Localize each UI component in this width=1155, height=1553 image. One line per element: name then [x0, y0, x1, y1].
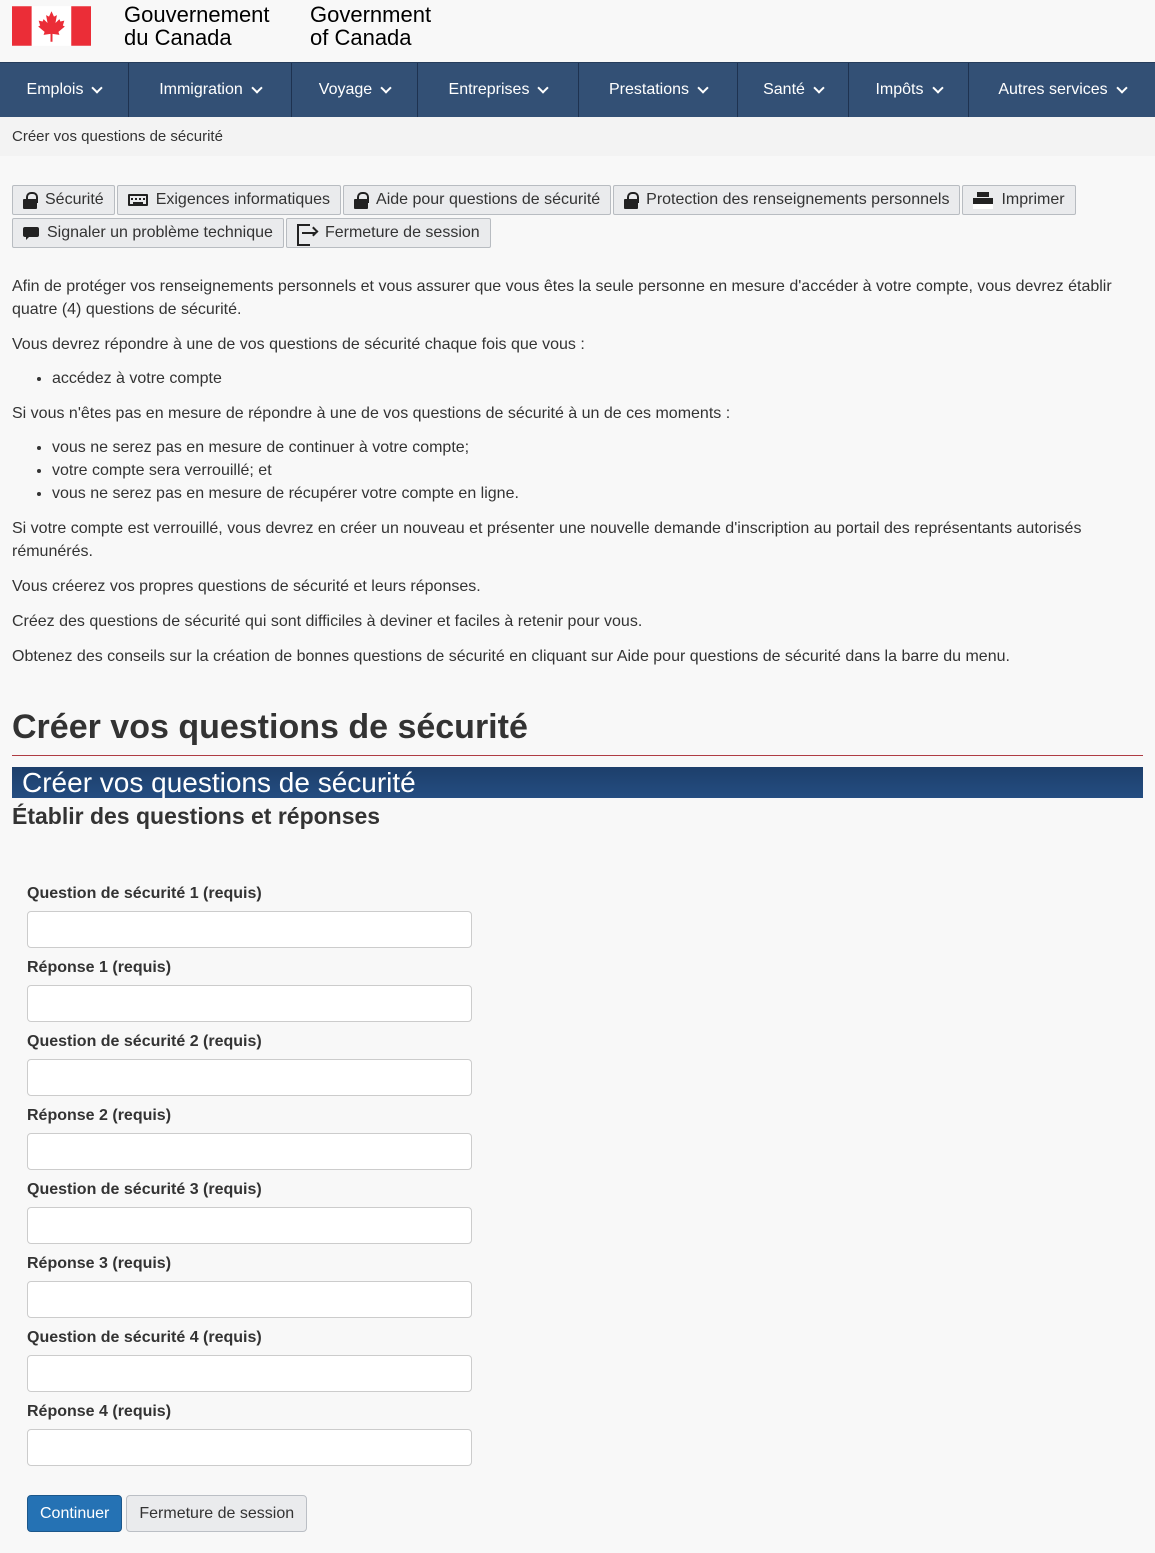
printer-icon: [973, 192, 993, 209]
menu-item-label: Santé: [763, 81, 805, 98]
keyboard-icon: [128, 194, 148, 206]
report-problem-button[interactable]: [12, 218, 284, 248]
menu-item-label: Impôts: [875, 81, 924, 98]
chevron-down-icon: [697, 82, 708, 93]
page-title: Créer vos questions de sécurité: [12, 706, 1143, 756]
question-4-input[interactable]: [27, 1355, 472, 1392]
comment-icon: [23, 227, 39, 240]
answer-4-input[interactable]: [27, 1429, 472, 1466]
system-requirements-label: Exigences informatiques: [155, 191, 331, 208]
wordmark-fr-line1: Gouvernement: [124, 2, 270, 27]
breadcrumb: [0, 117, 1155, 156]
chevron-down-icon: [381, 82, 392, 93]
secure-toolbar: [0, 156, 1100, 248]
answer-2-input[interactable]: [27, 1133, 472, 1170]
question-2-label: Question de sécurité 2 (requis): [27, 1033, 262, 1050]
lock-icon: [354, 192, 368, 209]
security-questions-help-button[interactable]: [343, 185, 611, 215]
answer-when-list: [12, 367, 1143, 390]
system-requirements-button[interactable]: [117, 185, 341, 215]
question-1-label: Question de sécurité 1 (requis): [27, 885, 262, 902]
site-header: [0, 0, 1155, 62]
security-questions-help-label: Aide pour questions de sécurité: [376, 191, 601, 208]
wordmark-fr-line2: du Canada: [124, 25, 232, 50]
answer-1-label: Réponse 1 (requis): [27, 959, 172, 976]
consequences-paragraph: Si vous n'êtes pas en mesure de répondre à une de vos questions de sécurité à un de ces moments :: [12, 405, 731, 422]
security-questions-form: [12, 885, 1143, 1532]
menu-item-label: Prestations: [608, 81, 690, 98]
wordmark-en-line2: of Canada: [310, 25, 412, 50]
toolbar-logout-label: Fermeture de session: [324, 224, 480, 241]
form-group-question-4: [27, 1329, 1143, 1392]
difficult-questions-paragraph: Créez des questions de sécurité qui sont difficiles à deviner et faciles à retenir pour vous.: [12, 613, 643, 630]
consequences-list: [12, 436, 1143, 505]
menu-item-label: Entreprises: [448, 81, 530, 98]
intro-paragraph: Afin de protéger vos renseignements personnels et vous assurer que vous êtes la seule personne en mesure d'accéder à votre compte, vous devrez établir quatre (4) questions de sécurité.: [12, 278, 1112, 318]
menu-item-label: Immigration: [159, 81, 243, 98]
menu-item-label: Emplois: [26, 81, 84, 98]
print-button[interactable]: [962, 185, 1075, 215]
question-3-label: Question de sécurité 3 (requis): [27, 1181, 262, 1198]
wordmark-french: [124, 3, 270, 49]
menu-item-label: Autres services: [998, 81, 1108, 98]
toolbar-logout-button[interactable]: [286, 218, 491, 248]
create-own-paragraph: Vous créerez vos propres questions de sécurité et leurs réponses.: [12, 578, 481, 595]
chevron-down-icon: [932, 82, 943, 93]
print-button-label: Imprimer: [1001, 191, 1065, 208]
question-2-input[interactable]: [27, 1059, 472, 1096]
answer-3-input[interactable]: [27, 1281, 472, 1318]
logout-icon: [297, 224, 317, 242]
chevron-down-icon: [1116, 82, 1127, 93]
question-1-input[interactable]: [27, 911, 472, 948]
menu-item-immigration[interactable]: [129, 63, 292, 117]
menu-item-prestations[interactable]: [579, 63, 738, 117]
menu-item-emplois[interactable]: [0, 63, 129, 117]
form-group-question-3: [27, 1181, 1143, 1244]
chevron-down-icon: [92, 82, 103, 93]
menu-item-voyage[interactable]: [292, 63, 418, 117]
main-content: [0, 275, 1155, 1532]
form-group-answer-3: [27, 1255, 1143, 1318]
locked-account-paragraph: Si votre compte est verrouillé, vous devrez en créer un nouveau et présenter une nouvelle demande d'inscription au portail des représentants autorisés rémunérés.: [12, 520, 1082, 560]
security-button[interactable]: [12, 185, 115, 215]
answer-4-label: Réponse 4 (requis): [27, 1403, 172, 1420]
answer-3-label: Réponse 3 (requis): [27, 1255, 172, 1272]
list-item: • votre compte sera verrouillé; et: [52, 459, 1143, 482]
question-3-input[interactable]: [27, 1207, 472, 1244]
form-group-question-2: [27, 1033, 1143, 1096]
wordmark-english: [310, 3, 431, 49]
list-item: • accédez à votre compte: [52, 367, 1143, 390]
logout-button[interactable]: Fermeture de session: [126, 1495, 307, 1532]
list-item: • vous ne serez pas en mesure de continuer à votre compte;: [52, 436, 1143, 459]
chevron-down-icon: [538, 82, 549, 93]
answer-1-input[interactable]: [27, 985, 472, 1022]
help-tips-paragraph: Obtenez des conseils sur la création de bonnes questions de sécurité en cliquant sur Aide pour questions de sécurité dans la barre du menu.: [12, 648, 1010, 665]
menu-item-label: Voyage: [318, 81, 373, 98]
wordmark-en-line1: Government: [310, 2, 432, 27]
section-subheading: Établir des questions et réponses: [12, 803, 381, 829]
menu-item-autres-services[interactable]: [969, 63, 1155, 117]
menu-item-impots[interactable]: [849, 63, 969, 117]
report-problem-label: Signaler un problème technique: [47, 224, 273, 241]
answer-when-paragraph: Vous devrez répondre à une de vos questions de sécurité chaque fois que vous :: [12, 336, 585, 353]
form-group-answer-1: [27, 959, 1143, 1022]
chevron-down-icon: [813, 82, 824, 93]
form-group-answer-2: [27, 1107, 1143, 1170]
continue-button[interactable]: Continuer: [27, 1495, 122, 1532]
lock-icon: [23, 192, 37, 209]
menu-item-entreprises[interactable]: [418, 63, 579, 117]
list-item: • vous ne serez pas en mesure de récupérer votre compte en ligne.: [52, 482, 1143, 505]
security-button-label: Sécurité: [45, 191, 104, 208]
answer-2-label: Réponse 2 (requis): [27, 1107, 172, 1124]
panel-heading: Créer vos questions de sécurité: [12, 767, 1143, 798]
form-actions: [27, 1495, 1143, 1532]
menu-item-sante[interactable]: [738, 63, 849, 117]
main-menu: [0, 62, 1155, 117]
form-group-answer-4: [27, 1403, 1143, 1466]
question-4-label: Question de sécurité 4 (requis): [27, 1329, 262, 1346]
chevron-down-icon: [251, 82, 262, 93]
privacy-button[interactable]: [613, 185, 960, 215]
lock-icon: [624, 192, 638, 209]
privacy-button-label: Protection des renseignements personnels: [646, 191, 950, 208]
form-group-question-1: [27, 885, 1143, 948]
canada-flag-icon[interactable]: [12, 6, 91, 46]
breadcrumb-current: Créer vos questions de sécurité: [12, 128, 223, 145]
